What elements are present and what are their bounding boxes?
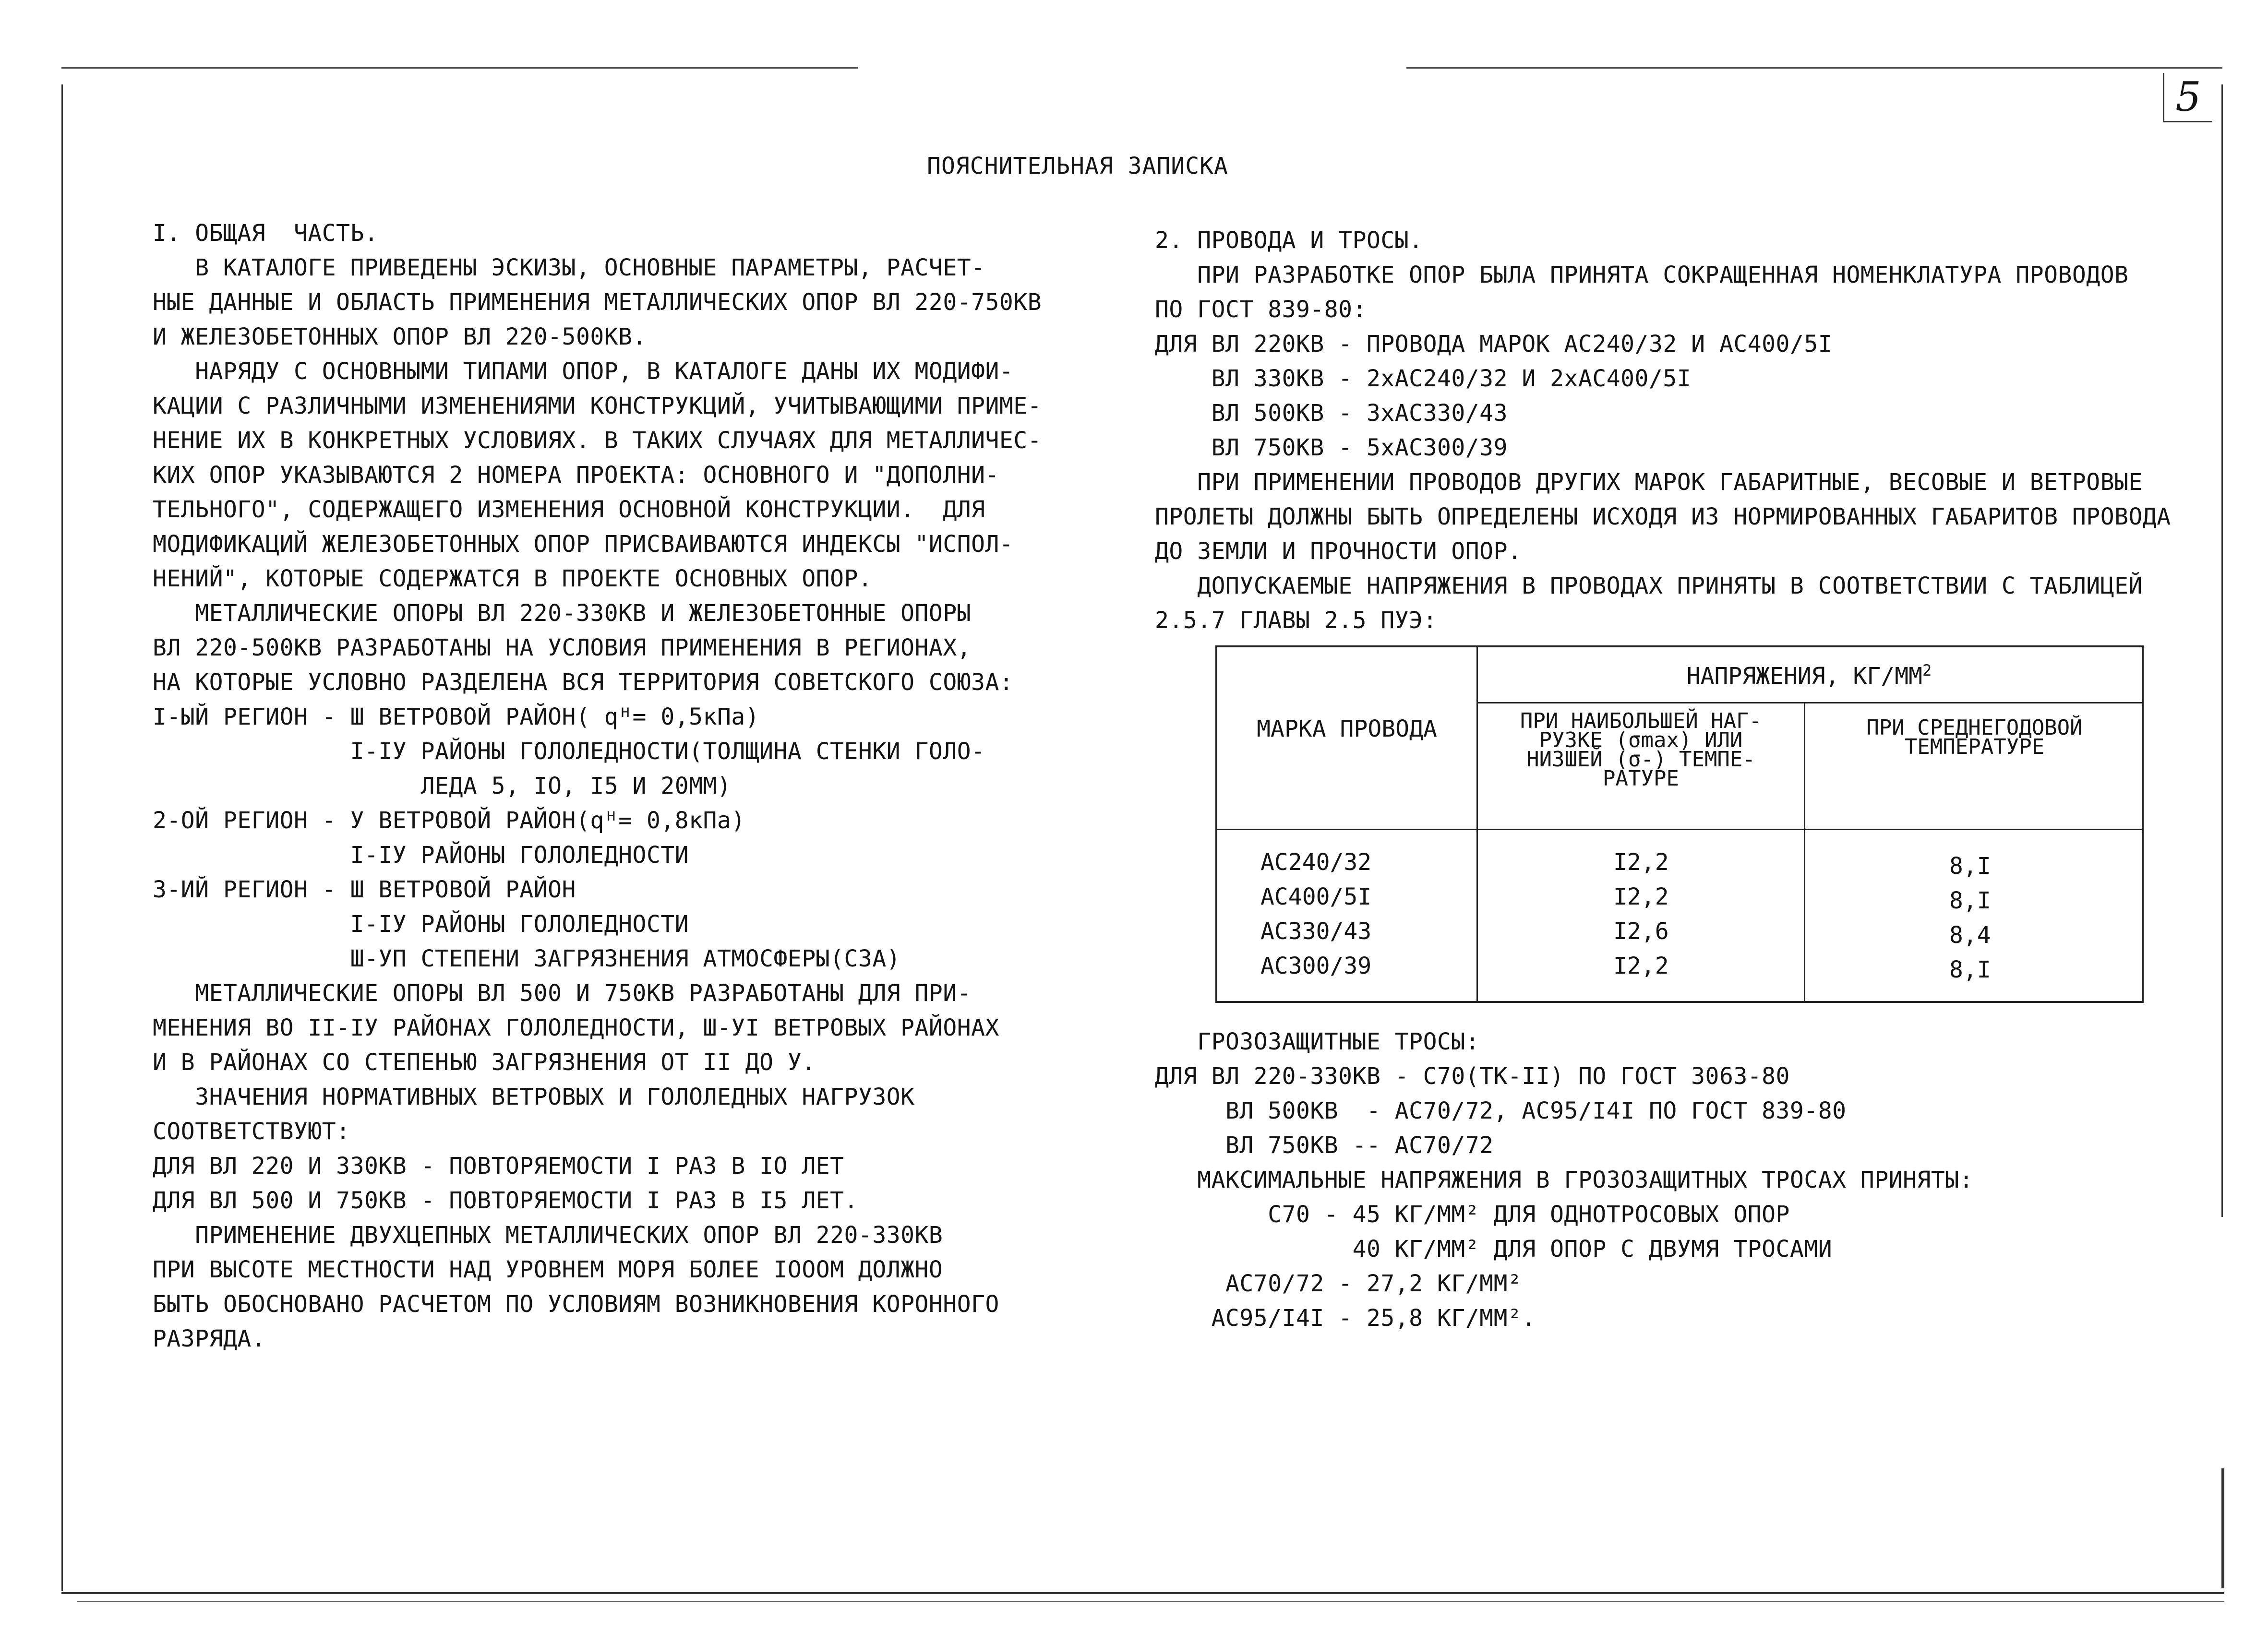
text-line: АС95/I4I - 25,8 КГ/ММ². [1155,1305,1536,1332]
text-line: 3-ИЙ РЕГИОН - Ш ВЕТРОВОЙ РАЙОН [153,876,576,903]
text-line: ДЛЯ ВЛ 500 И 750КВ - ПОВТОРЯЕМОСТИ I РАЗ В I5 ЛЕТ. [153,1187,858,1214]
left-column-text [153,216,1065,1356]
text-line: МЕНЕНИЯ ВО II-IУ РАЙОНАХ ГОЛОЛЕДНОСТИ, Ш-УI ВЕТРОВЫХ РАЙОНАХ [153,1014,999,1041]
cell-avg: 8,I [1949,853,1991,880]
wire-stress-table [1215,645,2144,1003]
text-line: С70 - 45 КГ/ММ² ДЛЯ ОДНОТРОСОВЫХ ОПОР [1155,1201,1790,1228]
header-line: ПРИ НАИБОЛЬШЕЙ НАГ- [1520,709,1762,733]
text-line: I-IУ РАЙОНЫ ГОЛОЛЕДНОСТИ [153,911,689,938]
cell-max: I2,6 [1613,918,1669,945]
text-line: И ЖЕЛЕЗОБЕТОННЫХ ОПОР ВЛ 220-500КВ. [153,323,647,350]
cell-avg: 8,I [1949,887,1991,914]
cell-avg: 8,4 [1949,922,1991,949]
text-line: I-IУ РАЙОНЫ ГОЛОЛЕДНОСТИ [153,842,689,869]
right-column-bottom-text [1155,1025,2187,1335]
text-line: НА КОТОРЫЕ УСЛОВНО РАЗДЕЛЕНА ВСЯ ТЕРРИТОРИЯ СОВЕТСКОГО СОЮЗА: [153,669,1014,696]
text-line: ДЛЯ ВЛ 220 И 330КВ - ПОВТОРЯЕМОСТИ I РАЗ В IO ЛЕТ [153,1153,844,1179]
header-line: ТЕМПЕРАТУРЕ [1904,735,2045,759]
cell-max: I2,2 [1613,849,1669,876]
text-line: ДЛЯ ВЛ 220КВ - ПРОВОДА МАРОК АС240/32 И АС400/5I [1155,331,1833,357]
header-line: НИЗШЕЙ (σ-) ТЕМПЕ- [1526,747,1755,772]
text-line: СООТВЕТСТВУЮТ: [153,1118,350,1145]
text-line: ЛЕДА 5, IO, I5 И 20ММ) [153,773,732,799]
header-stress-group-label: НАПРЯЖЕНИЯ, КГ/ММ [1686,663,1922,690]
header-line: РУЗКЕ (σmax) ИЛИ [1539,728,1743,752]
text-line: НЕНИЕ ИХ В КОНКРЕТНЫХ УСЛОВИЯХ. В ТАКИХ СЛУЧАЯХ ДЛЯ МЕТАЛЛИЧЕС- [153,427,1042,454]
text-line: ДОПУСКАЕМЫЕ НАПРЯЖЕНИЯ В ПРОВОДАХ ПРИНЯТЫ В СООТВЕТСТВИИ С ТАБЛИЦЕЙ [1155,572,2143,599]
text-line: ВЛ 220-500КВ РАЗРАБОТАНЫ НА УСЛОВИЯ ПРИМЕНЕНИЯ В РЕГИОНАХ, [153,634,972,661]
text-line: I. ОБЩАЯ ЧАСТЬ. [153,220,379,247]
text-line: ВЛ 500КВ - 3хАС330/43 [1155,400,1508,427]
text-line: И В РАЙОНАХ СО СТЕПЕНЬЮ ЗАГРЯЗНЕНИЯ ОТ II ДО У. [153,1049,816,1076]
text-line: НЕНИЙ", КОТОРЫЕ СОДЕРЖАТСЯ В ПРОЕКТЕ ОСНОВНЫХ ОПОР. [153,565,873,592]
text-line: 2.5.7 ГЛАВЫ 2.5 ПУЭ: [1155,607,1437,634]
text-line: ПРИ РАЗРАБОТКЕ ОПОР БЫЛА ПРИНЯТА СОКРАЩЕННАЯ НОМЕНКЛАТУРА ПРОВОДОВ [1155,262,2129,288]
text-line: НЫЕ ДАННЫЕ И ОБЛАСТЬ ПРИМЕНЕНИЯ МЕТАЛЛИЧЕСКИХ ОПОР ВЛ 220-750КВ [153,289,1042,316]
text-line: ВЛ 750КВ - 5хАС300/39 [1155,434,1508,461]
text-line: БЫТЬ ОБОСНОВАНО РАСЧЕТОМ ПО УСЛОВИЯМ ВОЗНИКНОВЕНИЯ КОРОННОГО [153,1291,999,1318]
text-line: 40 КГ/ММ² ДЛЯ ОПОР С ДВУМЯ ТРОСАМИ [1155,1236,1833,1263]
document-title: ПОЯСНИТЕЛЬНАЯ ЗАПИСКА [927,153,1228,179]
table-divider [1217,829,2142,830]
frame-line-bottom-inner [77,1601,2224,1602]
frame-line-top-left [61,67,858,69]
text-line: Ш-УП СТЕПЕНИ ЗАГРЯЗНЕНИЯ АТМОСФЕРЫ(СЗА) [153,945,901,972]
header-stress-group-exponent: 2 [1922,661,1932,679]
text-line: В КАТАЛОГЕ ПРИВЕДЕНЫ ЭСКИЗЫ, ОСНОВНЫЕ ПАРАМЕТРЫ, РАСЧЕТ- [153,254,985,281]
frame-line-left [61,84,63,1591]
cell-mark: АС400/5I [1260,883,1372,910]
cell-mark: АС240/32 [1260,849,1372,876]
header-line: ПРИ СРЕДНЕГОДОВОЙ [1866,715,2083,740]
text-line: МЕТАЛЛИЧЕСКИЕ ОПОРЫ ВЛ 500 И 750КВ РАЗРАБОТАНЫ ДЛЯ ПРИ- [153,980,972,1007]
text-line: ВЛ 750КВ -- АС70/72 [1155,1132,1494,1159]
frame-line-bottom [61,1592,2224,1594]
text-line: ТЕЛЬНОГО", СОДЕРЖАЩЕГО ИЗМЕНЕНИЯ ОСНОВНОЙ КОНСТРУКЦИИ. ДЛЯ [153,496,985,523]
header-max-load [1478,709,1804,791]
text-line: МОДИФИКАЦИЙ ЖЕЛЕЗОБЕТОННЫХ ОПОР ПРИСВАИВАЮТСЯ ИНДЕКСЫ "ИСПОЛ- [153,531,1014,558]
text-line: I-IУ РАЙОНЫ ГОЛОЛЕДНОСТИ(ТОЛЩИНА СТЕНКИ ГОЛО- [153,738,985,765]
text-line: I-ЫЙ РЕГИОН - Ш ВЕТРОВОЙ РАЙОН( qᴴ= 0,5кПа) [153,703,760,730]
text-line: ДЛЯ ВЛ 220-330КВ - С70(ТК-II) ПО ГОСТ 3063-80 [1155,1063,1790,1090]
text-line: ВЛ 330КВ - 2хАС240/32 И 2хАС400/5I [1155,365,1692,392]
text-line: ПРИ ВЫСОТЕ МЕСТНОСТИ НАД УРОВНЕМ МОРЯ БОЛЕЕ IOOOМ ДОЛЖНО [153,1256,943,1283]
frame-line-top-right [1406,67,2222,69]
text-line: ПРОЛЕТЫ ДОЛЖНЫ БЫТЬ ОПРЕДЕЛЕНЫ ИСХОДЯ ИЗ НОРМИРОВАННЫХ ГАБАРИТОВ ПРОВОДА [1155,503,2171,530]
text-line: КАЦИИ С РАЗЛИЧНЫМИ ИЗМЕНЕНИЯМИ КОНСТРУКЦИЙ, УЧИТЫВАЮЩИМИ ПРИМЕ- [153,393,1042,419]
text-line: ПО ГОСТ 839-80: [1155,296,1367,323]
text-line: ДО ЗЕМЛИ И ПРОЧНОСТИ ОПОР. [1155,538,1522,565]
table-divider [1476,702,2142,703]
text-line: МЕТАЛЛИЧЕСКИЕ ОПОРЫ ВЛ 220-330КВ И ЖЕЛЕЗОБЕТОННЫЕ ОПОРЫ [153,600,972,627]
header-stress-group [1476,661,2142,690]
table-divider [1476,647,1478,1001]
frame-line-right [2221,84,2223,1217]
text-line: ПРИМЕНЕНИЕ ДВУХЦЕПНЫХ МЕТАЛЛИЧЕСКИХ ОПОР ВЛ 220-330КВ [153,1222,943,1249]
header-wire-mark: МАРКА ПРОВОДА [1257,715,1437,742]
cell-avg: 8,I [1949,956,1991,983]
text-line: 2. ПРОВОДА И ТРОСЫ. [1155,227,1423,254]
page-number: 5 [2163,73,2212,122]
text-line: КИХ ОПОР УКАЗЫВАЮТСЯ 2 НОМЕРА ПРОЕКТА: ОСНОВНОГО И "ДОПОЛНИ- [153,462,999,488]
text-line: ГРОЗОЗАЩИТНЫЕ ТРОСЫ: [1155,1028,1480,1055]
text-line: НАРЯДУ С ОСНОВНЫМИ ТИПАМИ ОПОР, В КАТАЛОГЕ ДАНЫ ИХ МОДИФИ- [153,358,1014,385]
right-column-top-text [1155,223,2187,638]
text-line: РАЗРЯДА. [153,1325,266,1352]
text-line: ПРИ ПРИМЕНЕНИИ ПРОВОДОВ ДРУГИХ МАРОК ГАБАРИТНЫЕ, ВЕСОВЫЕ И ВЕТРОВЫЕ [1155,469,2143,496]
header-line: РАТУРЕ [1603,766,1679,791]
cell-mark: АС300/39 [1260,953,1372,979]
text-line: ВЛ 500КВ - АС70/72, АС95/I4I ПО ГОСТ 839-80 [1155,1097,1847,1124]
frame-line-right-lower [2221,1468,2224,1588]
text-line: ЗНАЧЕНИЯ НОРМАТИВНЫХ ВЕТРОВЫХ И ГОЛОЛЕДНЫХ НАГРУЗОК [153,1084,915,1110]
text-line: АС70/72 - 27,2 КГ/ММ² [1155,1270,1522,1297]
cell-max: I2,2 [1613,953,1669,979]
text-line: 2-ОЙ РЕГИОН - У ВЕТРОВОЙ РАЙОН(qᴴ= 0,8кПа) [153,807,745,834]
cell-max: I2,2 [1613,883,1669,910]
cell-mark: АС330/43 [1260,918,1372,945]
text-line: МАКСИМАЛЬНЫЕ НАПРЯЖЕНИЯ В ГРОЗОЗАЩИТНЫХ ТРОСАХ ПРИНЯТЫ: [1155,1167,1974,1193]
header-average-temp [1805,715,2144,759]
